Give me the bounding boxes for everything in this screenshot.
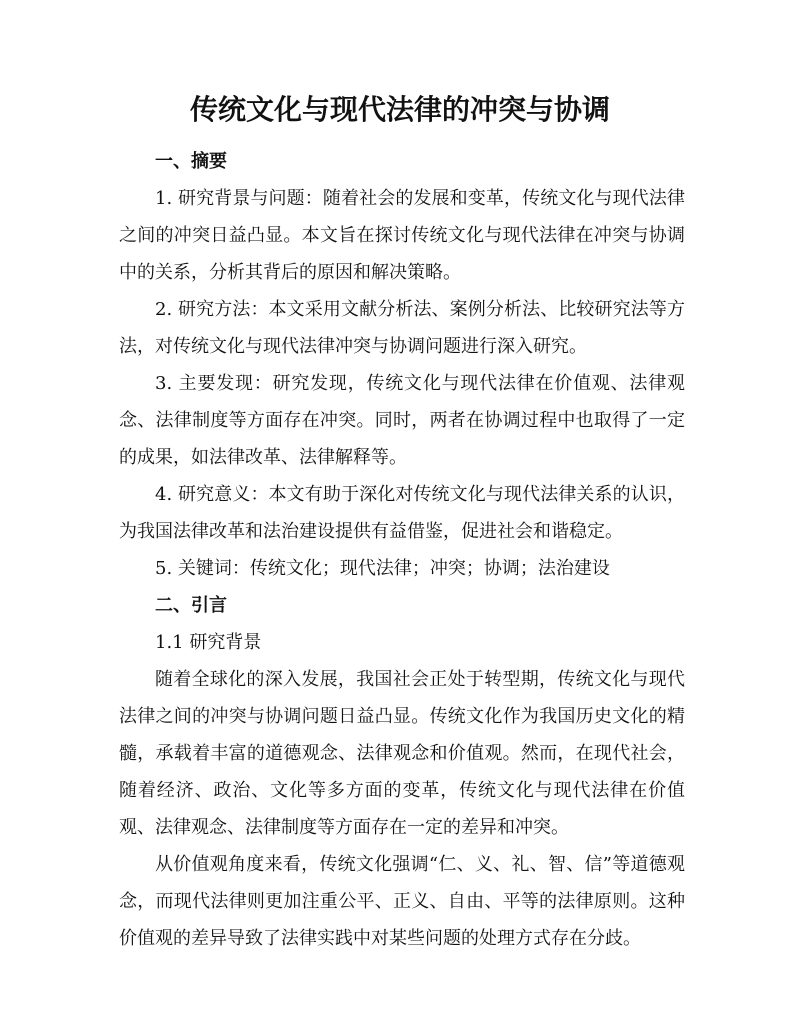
section-heading-abstract: 一、摘要 (155, 151, 227, 172)
document-title: 传统文化与现代法律的冲突与协调 (189, 93, 610, 126)
document-body (119, 143, 685, 957)
abstract-item-4: 4. 研究意义：本文有助于深化对传统文化与现代法律关系的认识，为我国法律改革和法治建设提供有益借鉴，促进社会和谐稳定。 (119, 484, 685, 542)
introduction-paragraph-2: 从价值观角度来看，传统文化强调“仁、义、礼、智、信”等道德观念，而现代法律则更加注重公平、正义、自由、平等的法律原则。这种价值观的差异导致了法律实践中对某些问题的处理方式存在分歧。 (119, 854, 685, 949)
section-heading-introduction: 二、引言 (155, 595, 227, 616)
abstract-item-1: 1. 研究背景与问题：随着社会的发展和变革，传统文化与现代法律之间的冲突日益凸显。本文旨在探讨传统文化与现代法律在冲突与协调中的关系，分析其背后的原因和解决策略。 (119, 188, 685, 283)
introduction-paragraph-1: 随着全球化的深入发展，我国社会正处于转型期，传统文化与现代法律之间的冲突与协调问题日益凸显。传统文化作为我国历史文化的精髓，承载着丰富的道德观念、法律观念和价值观。然而，在现代社会，随着经济、政治、文化等多方面的变革，传统文化与现代法律在价值观、法律观念、法律制度等方面存在一定的差异和冲突。 (119, 669, 685, 838)
abstract-item-5: 5. 关键词：传统文化；现代法律；冲突；协调；法治建设 (155, 558, 610, 579)
subsection-heading-background: 1.1 研究背景 (155, 632, 262, 653)
abstract-item-2: 2. 研究方法：本文采用文献分析法、案例分析法、比较研究法等方法，对传统文化与现代法律冲突与协调问题进行深入研究。 (119, 299, 685, 357)
abstract-item-3: 3. 主要发现：研究发现，传统文化与现代法律在价值观、法律观念、法律制度等方面存在冲突。同时，两者在协调过程中也取得了一定的成果，如法律改革、法律解释等。 (119, 373, 685, 468)
